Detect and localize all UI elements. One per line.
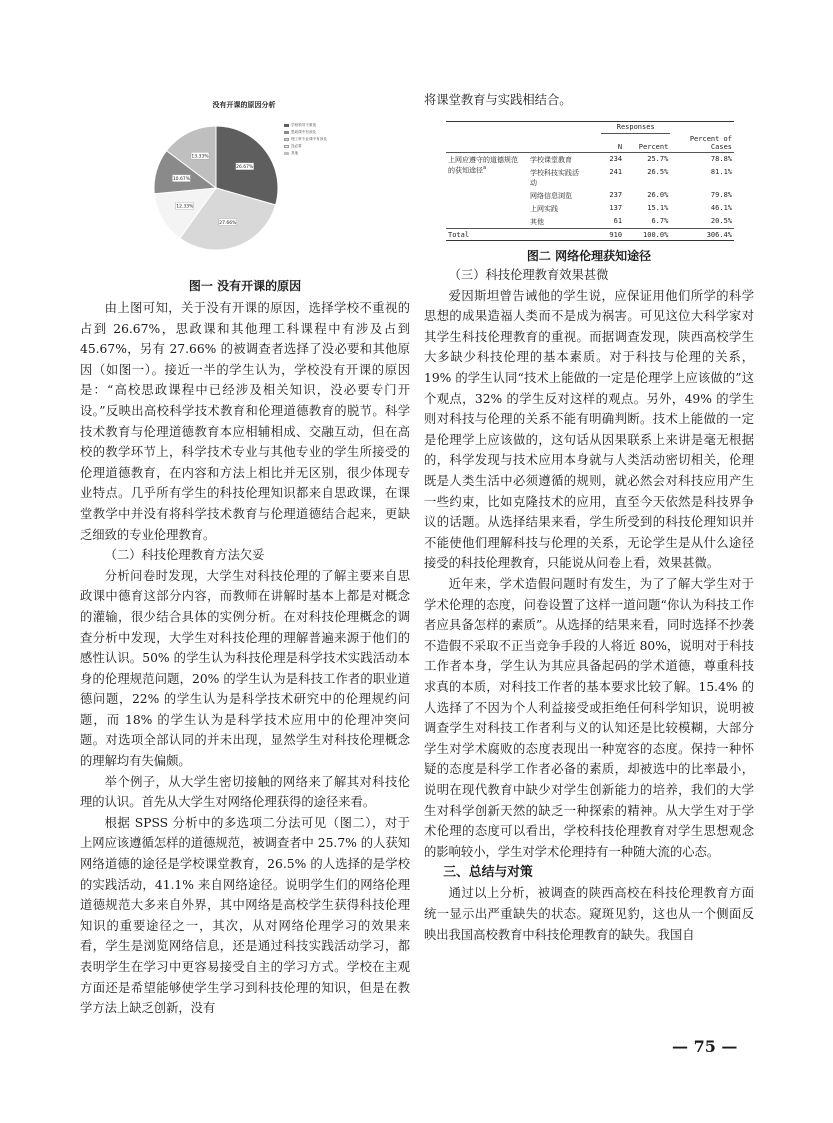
row-group-label: 上网应遵守的道德规范 的获知途径$^a$ [448, 155, 518, 174]
figure-2-caption: 图二 网络伦理获知途径 [526, 249, 652, 264]
table-row: 上网应遵守的道德规范 的获知途径$^a$ 学校课堂教育 234 25.7% 78.8% [446, 153, 734, 167]
table-row: 网络信息浏览 237 26.0% 79.8% [530, 190, 732, 200]
slice-label: 13.33% [191, 154, 209, 160]
figure-1-caption: 图一 没有开课的原因 [188, 279, 302, 293]
right-column [424, 90, 754, 945]
n-header: N [617, 142, 623, 151]
paragraph: 分析问卷时发现，大学生对科技伦理的了解主要来自思政课中德育这部分内容，而教师在讲解时基本上都是对概念的灌输，很少结合具体的实例分析。在对科技伦理概念的调查分析中发现，大学生对科技伦理的理解普遍来源于他们的感性认识。50% 的学生认为科技伦理是科学技术实践活动本身的伦理规范问题，20% 的学生认为是科技工作者的职业道德问题，22% 的学生认为是科学技术研究中的伦理规约问题，而 18% 的学生认为是科学技术应用中的伦理冲突问题。对选项全部认同的并未出现，显然学生对科技伦理概念的理解均有失偏颇。 [80, 568, 410, 769]
page-number: — 75 — [672, 1037, 738, 1056]
paragraph: 举个例子，从大学生密切接触的网络来了解其对科技伦理的认识。首先从大学生对网络伦理获得的途径来看。 [80, 774, 410, 810]
legend-item: 其他 [284, 150, 344, 157]
section-heading: （三）科技伦理教育效果甚微 [448, 268, 609, 283]
responses-header: Responses [601, 121, 670, 133]
percent-header: Percent [638, 142, 669, 151]
chart-legend [284, 122, 344, 157]
paragraph: 由上图可知，关于没有开课的原因，选择学校不重视的占到 26.67%，思政课和其他理工科课程中有涉及占到 45.67%，另有 27.66% 的被调查者选择了没必要和其他原因（如图一）。接近一半的学生认为，学校没有开课的原因是：“高校思政课程中已经涉及相关知识，没必要专门开设。”反映出高校科学技术教育和伦理道德教育的脱节。科学技术教育与伦理道德教育本应相辅相成、交融互动，但在高校的教学环节上，科学技术专业与其他专业的学生所接受的伦理道德教育，在内容和方法上相比并无区别，很少体现专业特点。几乎所有学生的科技伦理知识都来自思政课，在课堂教学中并没有将科学技术教育与伦理道德结合起来，更缺乏细致的专业伦理教育。 [80, 301, 410, 542]
paragraph: 近年来，学术造假问题时有发生，为了了解大学生对于学术伦理的态度，问卷设置了这样一道问题“你认为科技工作者应具备怎样的素质”。从选择的结果来看，同时选择不抄袭不造假不采取不正当竞争手段的人将近 80%，说明对于科技工作者本身，学生认为其应具备起码的学术道德，尊重科技求真的本质，对科技工作者的基本要求比较了解。15.4% 的人选择了不因为个人利益接受或拒绝任何科学知识，说明被调查学生对科技工作者利与义的认知还是比较模糊，大部分学生对学术腐败的态度表现出一种宽容的态度。保持一种怀疑的态度是科学工作者必备的素质，却被选中的比率最小，说明在现代教育中缺少对学生创新能力的培养，我们的大学生对科学创新天然的缺乏一种探索的精神。从大学生对于学术伦理的态度可以看出，学校科技伦理教育对学生思想观念的影响较小，学生对学术伦理持有一种随大流的心态。 [424, 577, 754, 859]
figure-1-pie-chart [144, 100, 344, 275]
table-total-row: Total 910 100.0% 306.4% [448, 230, 732, 239]
table-row: 其他 61 6.7% 20.5% [530, 216, 732, 226]
table-row: 学校科技实践活 动 241 26.5% 81.1% [530, 167, 732, 187]
spss-table [446, 121, 734, 242]
paragraph: 通过以上分析，被调查的陕西高校在科技伦理教育方面统一显示出严重缺失的状态。窥斑见豹，这也从一个侧面反映出我国高校教育中科技伦理教育的缺失。我国自 [424, 886, 754, 942]
paragraph: 将课堂教育与实践相结合。 [424, 93, 572, 107]
slice-label: 10.67% [172, 176, 190, 182]
slice-label: 27.66% [219, 220, 237, 226]
chart-title: 没有开课的原因分析 [212, 101, 276, 109]
section-title: 三、总结与对策 [443, 865, 533, 881]
paragraph: 根据 SPSS 分析中的多选项二分法可见（图二），对于上网应该遵循怎样的道德规范，被调查者中 25.7% 的人获知网络道德的途径是学校课堂教育，26.5% 的人选择的是学校的实践活动，41.1% 来自网络途径。说明学生们的网络伦理道德规范大多来自外界，其中网络是高校学生获得科技伦理知识的重要途径之一，其次，从对网络伦理学习的效果来看，学生是浏览网络信息，还是通过科技实践活动学习，都表明学生在学习中更容易接受自主的学习方式。学校在主观方面还是希望能够使学生学习到科技伦理的知识，但是在教学方法上缺乏创新，没有 [80, 815, 410, 1016]
cases-header: Percent of Cases [689, 134, 732, 151]
paragraph: 爱因斯坦曾告诫他的学生说，应保证用他们所学的科学思想的成果造福人类而不是成为祸害。可见这位大科学家对其学生科技伦理教育的重视。而据调查发现，陕西高校学生大多缺少科技伦理的基本素质。对于科技与伦理的关系，19% 的学生认同“技术上能做的一定是伦理学上应该做的”这个观点，32% 的学生反对这样的观点。另外，49% 的学生则对科技与伦理的关系不能有明确判断。技术上能做的一定是伦理学上应该做的，这句话从因果联系上来讲是毫无根据的，科学发现与技术应用本身就与人类活动密切相关，伦理既是人类生活中必须遵循的规则，就必然会对科技应用产生一些约束，比如克隆技术的应用，直至今天依然是科技界争议的话题。从选择结果来看，学生所受到的科技伦理知识并不能使他们理解科技与伦理的关系，无论学生是从什么途径接受的科技伦理教育，只能说从问卷上看，效果甚微。 [424, 288, 754, 571]
slice-label: 12.33% [176, 204, 194, 210]
slice-label: 26.67% [236, 165, 254, 171]
legend-item: 理工科专业课中有涉及 [284, 136, 344, 143]
legend-item: 思政课中有涉及 [284, 129, 344, 136]
left-column [80, 90, 410, 1019]
table-row: 上网实践 137 15.1% 46.1% [530, 203, 732, 213]
section-heading: （二）科技伦理教育方法欠妥 [104, 548, 265, 563]
legend-item: 没必要 [284, 143, 344, 150]
legend-item: 学校领导不重视 [284, 122, 344, 129]
